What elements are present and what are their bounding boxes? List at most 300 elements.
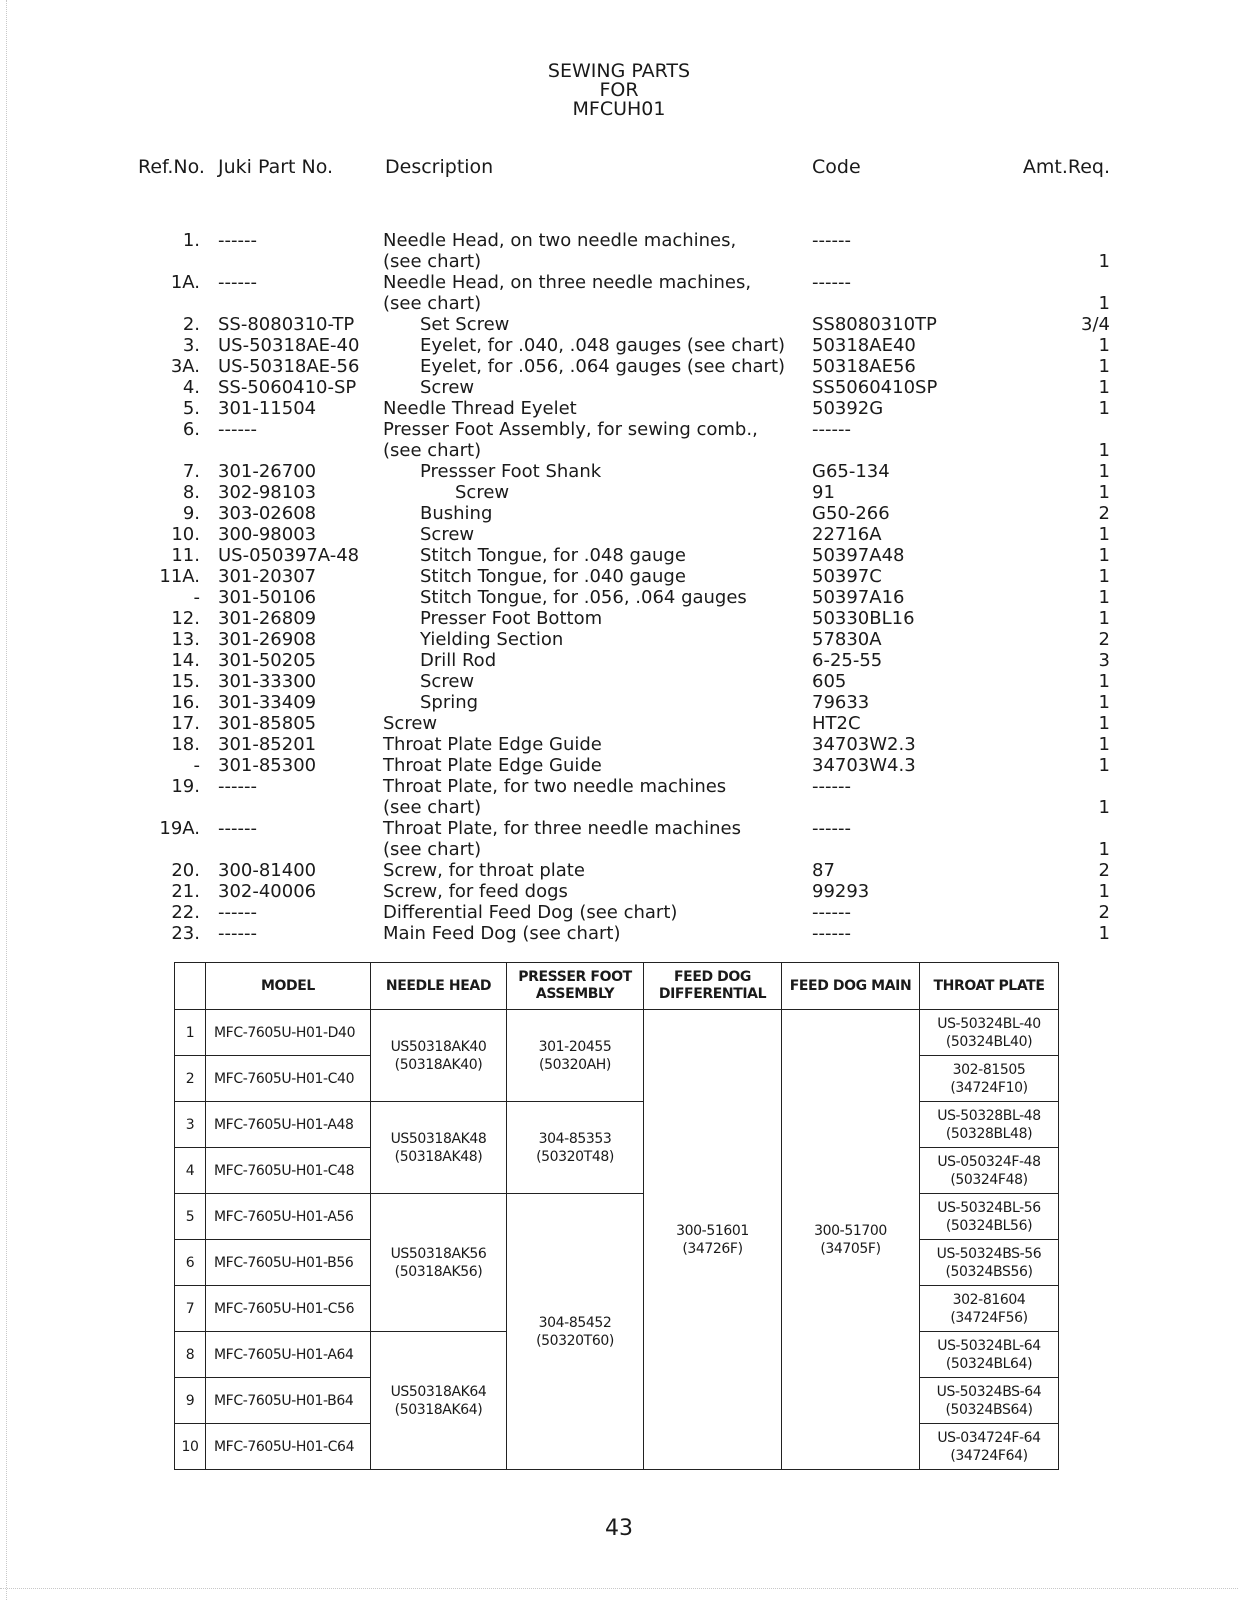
chart-row <box>175 1102 1059 1148</box>
part-description-line: Screw, for feed dogs <box>383 881 568 902</box>
part-amount-required: 1 <box>1098 734 1110 755</box>
part-row <box>0 650 1238 671</box>
throat-plate-line: US-50324BS-56 <box>936 1245 1042 1262</box>
part-description-line: Yielding Section <box>420 629 564 650</box>
part-ref-no: 16. <box>171 692 200 713</box>
part-number: ------ <box>218 776 257 797</box>
part-description <box>383 734 602 755</box>
part-description-line: Throat Plate, for two needle machines <box>383 776 727 797</box>
needle-head-line: US50318AK48 <box>390 1130 487 1147</box>
part-description <box>383 776 726 818</box>
part-number: 301-26809 <box>218 608 317 629</box>
chart-header-cell: NEEDLE HEAD <box>371 963 507 1010</box>
chart-row-number: 3 <box>175 1102 206 1148</box>
part-amount-required: 1 <box>1098 335 1110 356</box>
part-description <box>420 650 496 671</box>
chart-presser-foot-cell <box>507 1010 644 1102</box>
chart-header-cell: THROAT PLATE <box>920 963 1059 1010</box>
needle-head-line: (50318AK48) <box>394 1148 483 1165</box>
part-ref-no: - <box>193 587 200 608</box>
part-row <box>0 461 1238 482</box>
header-ref-no: Ref.No. <box>138 156 205 178</box>
part-number: 301-85201 <box>218 734 317 755</box>
part-row <box>0 566 1238 587</box>
part-row <box>0 818 1238 860</box>
part-ref-no: 22. <box>171 902 200 923</box>
part-description-line: Differential Feed Dog (see chart) <box>383 902 678 923</box>
parts-list <box>0 230 1238 944</box>
part-code: 57830A <box>812 629 882 650</box>
part-amount-required: 1 <box>1098 566 1110 587</box>
part-code: 87 <box>812 860 835 881</box>
chart-model-cell: MFC-7605U-H01-C48 <box>206 1148 371 1194</box>
part-row <box>0 692 1238 713</box>
part-description-line: Eyelet, for .056, .064 gauges (see chart) <box>420 356 786 377</box>
chart-needle-head-cell <box>371 1010 507 1102</box>
part-ref-no: 1A. <box>170 272 200 293</box>
part-ref-no: 18. <box>171 734 200 755</box>
part-code: ------ <box>812 230 851 251</box>
part-code: 605 <box>812 671 847 692</box>
chart-row-number: 4 <box>175 1148 206 1194</box>
part-number: ------ <box>218 230 257 251</box>
part-description <box>420 566 686 587</box>
chart-header-cell: PRESSER FOOT ASSEMBLY <box>507 963 644 1010</box>
throat-plate-line: (50324BS56) <box>945 1263 1033 1280</box>
chart-feed-dog-differential-cell <box>644 1010 782 1470</box>
part-ref-no: 6. <box>182 419 200 440</box>
part-number: 301-33409 <box>218 692 317 713</box>
part-row <box>0 545 1238 566</box>
throat-plate-line: US-50324BL-56 <box>937 1199 1041 1216</box>
part-row <box>0 860 1238 881</box>
part-number: 301-50205 <box>218 650 317 671</box>
throat-plate-line: (34724F10) <box>950 1079 1028 1096</box>
part-description-line: Bushing <box>420 503 493 524</box>
throat-plate-line: US-50324BS-64 <box>936 1383 1042 1400</box>
part-row <box>0 419 1238 461</box>
throat-plate-line: (50324BL56) <box>945 1217 1033 1234</box>
chart-model-cell: MFC-7605U-H01-A64 <box>206 1332 371 1378</box>
part-amount-required: 1 <box>1098 671 1110 692</box>
part-amount-required: 3 <box>1098 650 1110 671</box>
needle-head-line: US50318AK64 <box>390 1383 487 1400</box>
chart-row-number: 6 <box>175 1240 206 1286</box>
part-code: 50397A48 <box>812 545 905 566</box>
part-number: ------ <box>218 902 257 923</box>
part-number: 302-98103 <box>218 482 317 503</box>
throat-plate-line: (50328BL48) <box>945 1125 1033 1142</box>
header-code: Code <box>812 156 861 178</box>
needle-head-line: US50318AK40 <box>390 1038 487 1055</box>
part-description-line: Throat Plate Edge Guide <box>383 755 602 776</box>
part-ref-no: 11A. <box>159 566 200 587</box>
part-ref-no: 4. <box>182 377 200 398</box>
part-description-line: Stitch Tongue, for .048 gauge <box>420 545 686 566</box>
part-description-line: Eyelet, for .040, .048 gauges (see chart) <box>420 335 786 356</box>
chart-row-number: 7 <box>175 1286 206 1332</box>
part-ref-no: - <box>193 755 200 776</box>
part-code: ------ <box>812 776 851 797</box>
part-number: ------ <box>218 818 257 839</box>
chart-row-number: 10 <box>175 1424 206 1470</box>
scan-edge-bottom <box>0 1588 1238 1589</box>
chart-row <box>175 1010 1059 1056</box>
chart-model-cell: MFC-7605U-H01-C56 <box>206 1286 371 1332</box>
part-description-line: Screw <box>420 524 475 545</box>
throat-plate-line: US-50324BL-64 <box>937 1337 1041 1354</box>
part-ref-no: 19A. <box>159 818 200 839</box>
part-row <box>0 314 1238 335</box>
header-amt-req: Amt.Req. <box>1022 156 1110 178</box>
part-number: 301-20307 <box>218 566 317 587</box>
chart-model-cell: MFC-7605U-H01-B56 <box>206 1240 371 1286</box>
throat-plate-line: (50324BL64) <box>945 1355 1033 1372</box>
part-code: SS8080310TP <box>812 314 937 335</box>
part-number: US-50318AE-40 <box>218 335 360 356</box>
part-amount-required: 2 <box>1098 860 1110 881</box>
part-ref-no: 11. <box>171 545 200 566</box>
part-code: 34703W4.3 <box>812 755 916 776</box>
part-number: 302-40006 <box>218 881 317 902</box>
part-row <box>0 230 1238 272</box>
feed-dog-differential-line: 300-51601 <box>676 1222 749 1239</box>
chart-throat-plate-cell <box>920 1240 1059 1286</box>
part-description-line: Pressser Foot Shank <box>420 461 602 482</box>
part-row <box>0 923 1238 944</box>
part-description-line: Presser Foot Assembly, for sewing comb., <box>383 419 758 440</box>
part-description <box>420 461 601 482</box>
part-code: ------ <box>812 923 851 944</box>
chart-throat-plate-cell <box>920 1194 1059 1240</box>
presser-foot-line: 304-85452 <box>538 1314 612 1331</box>
part-number: ------ <box>218 923 257 944</box>
part-ref-no: 15. <box>171 671 200 692</box>
part-ref-no: 21. <box>171 881 200 902</box>
part-description-line: Throat Plate Edge Guide <box>383 734 602 755</box>
chart-throat-plate-cell <box>920 1056 1059 1102</box>
part-ref-no: 12. <box>171 608 200 629</box>
presser-foot-line: (50320T60) <box>536 1332 614 1349</box>
part-amount-required: 1 <box>1098 356 1110 377</box>
part-ref-no: 19. <box>171 776 200 797</box>
part-description <box>383 881 568 902</box>
throat-plate-line: (50324BL40) <box>945 1033 1033 1050</box>
part-amount-required: 1 <box>1098 251 1110 272</box>
model-chart <box>174 962 1059 1470</box>
part-ref-no: 7. <box>182 461 200 482</box>
part-code: 91 <box>812 482 835 503</box>
part-description-line: Screw <box>455 482 510 503</box>
chart-row-number: 5 <box>175 1194 206 1240</box>
part-description <box>420 629 563 650</box>
part-description-line: (see chart) <box>383 839 482 860</box>
chart-presser-foot-cell <box>507 1194 644 1470</box>
part-code: ------ <box>812 419 851 440</box>
chart-header-row <box>175 963 1059 1010</box>
throat-plate-line: (50324F48) <box>950 1171 1028 1188</box>
part-description-line: Set Screw <box>420 314 510 335</box>
part-row <box>0 335 1238 356</box>
chart-model-cell: MFC-7605U-H01-A56 <box>206 1194 371 1240</box>
part-description <box>383 818 741 860</box>
chart-header-cell: FEED DOG MAIN <box>782 963 920 1010</box>
chart-throat-plate-cell <box>920 1378 1059 1424</box>
chart-row-number: 1 <box>175 1010 206 1056</box>
chart-row-number: 8 <box>175 1332 206 1378</box>
part-row <box>0 713 1238 734</box>
part-description <box>383 755 602 776</box>
part-row <box>0 587 1238 608</box>
part-code: HT2C <box>812 713 861 734</box>
part-amount-required: 1 <box>1098 398 1110 419</box>
part-description <box>420 524 474 545</box>
part-row <box>0 671 1238 692</box>
part-row <box>0 272 1238 314</box>
part-code: G50-266 <box>812 503 890 524</box>
part-description-line: Stitch Tongue, for .040 gauge <box>420 566 686 587</box>
page-title <box>0 62 1238 119</box>
part-row <box>0 902 1238 923</box>
part-description-line: Needle Thread Eyelet <box>383 398 577 419</box>
part-row <box>0 398 1238 419</box>
part-amount-required: 1 <box>1098 755 1110 776</box>
chart-model-cell: MFC-7605U-H01-B64 <box>206 1378 371 1424</box>
throat-plate-line: (34724F56) <box>950 1309 1028 1326</box>
part-description <box>420 587 747 608</box>
part-code: 22716A <box>812 524 882 545</box>
part-number: 301-85805 <box>218 713 317 734</box>
part-ref-no: 9. <box>182 503 200 524</box>
part-description-line: Stitch Tongue, for .056, .064 gauges <box>420 587 747 608</box>
chart-row <box>175 1194 1059 1240</box>
part-row <box>0 776 1238 818</box>
part-description-line: (see chart) <box>383 797 482 818</box>
part-code: 50392G <box>812 398 884 419</box>
part-code: 50318AE56 <box>812 356 916 377</box>
title-line: FOR <box>599 79 639 101</box>
part-amount-required: 1 <box>1098 797 1110 818</box>
chart-header-cell: FEED DOG DIFFERENTIAL <box>644 963 782 1010</box>
part-row <box>0 608 1238 629</box>
part-ref-no: 3A. <box>170 356 200 377</box>
part-code: ------ <box>812 818 851 839</box>
part-row <box>0 734 1238 755</box>
part-number: 300-98003 <box>218 524 317 545</box>
chart-model-cell: MFC-7605U-H01-D40 <box>206 1010 371 1056</box>
part-amount-required: 1 <box>1098 839 1110 860</box>
part-row <box>0 377 1238 398</box>
throat-plate-line: 302-81604 <box>952 1291 1026 1308</box>
part-code: SS5060410SP <box>812 377 938 398</box>
part-number: ------ <box>218 419 257 440</box>
title-line: MFCUH01 <box>572 98 666 120</box>
part-number: 303-02608 <box>218 503 317 524</box>
throat-plate-line: US-50328BL-48 <box>937 1107 1041 1124</box>
part-ref-no: 3. <box>182 335 200 356</box>
part-code: 50397A16 <box>812 587 905 608</box>
chart-row-number: 9 <box>175 1378 206 1424</box>
title-line: SEWING PARTS <box>547 60 691 82</box>
part-ref-no: 23. <box>171 923 200 944</box>
chart-row-number: 2 <box>175 1056 206 1102</box>
part-amount-required: 1 <box>1098 923 1110 944</box>
throat-plate-line: US-034724F-64 <box>937 1429 1041 1446</box>
part-description <box>383 713 437 734</box>
part-number: SS-5060410-SP <box>218 377 357 398</box>
chart-model-cell: MFC-7605U-H01-C64 <box>206 1424 371 1470</box>
part-row <box>0 503 1238 524</box>
throat-plate-line: 302-81505 <box>952 1061 1026 1078</box>
chart-throat-plate-cell <box>920 1102 1059 1148</box>
part-description-line: Screw <box>420 671 475 692</box>
needle-head-line: (50318AK56) <box>394 1263 483 1280</box>
throat-plate-line: US-050324F-48 <box>937 1153 1041 1170</box>
header-juki-part-no: Juki Part No. <box>218 156 334 178</box>
header-description: Description <box>385 156 494 178</box>
part-description <box>383 398 577 419</box>
chart-model-cell: MFC-7605U-H01-A48 <box>206 1102 371 1148</box>
part-row <box>0 482 1238 503</box>
part-ref-no: 1. <box>182 230 200 251</box>
part-description-line: (see chart) <box>383 293 482 314</box>
part-row <box>0 356 1238 377</box>
part-description <box>420 692 478 713</box>
chart-throat-plate-cell <box>920 1010 1059 1056</box>
part-ref-no: 14. <box>171 650 200 671</box>
chart-throat-plate-cell <box>920 1424 1059 1470</box>
part-code: 50330BL16 <box>812 608 915 629</box>
part-amount-required: 2 <box>1098 902 1110 923</box>
chart-throat-plate-cell <box>920 1148 1059 1194</box>
part-amount-required: 1 <box>1098 587 1110 608</box>
part-description <box>455 482 509 503</box>
part-amount-required: 1 <box>1098 524 1110 545</box>
part-code: G65-134 <box>812 461 890 482</box>
part-amount-required: 2 <box>1098 503 1110 524</box>
chart-throat-plate-cell <box>920 1332 1059 1378</box>
part-description-line: (see chart) <box>383 440 482 461</box>
chart-needle-head-cell <box>371 1194 507 1332</box>
part-description-line: Needle Head, on two needle machines, <box>383 230 737 251</box>
part-description <box>383 902 677 923</box>
part-number: SS-8080310-TP <box>218 314 355 335</box>
part-number: 301-26908 <box>218 629 317 650</box>
part-description <box>420 545 686 566</box>
part-description <box>420 314 509 335</box>
part-description-line: Drill Rod <box>420 650 497 671</box>
part-description <box>383 419 758 461</box>
part-description-line: Screw <box>420 377 475 398</box>
part-description <box>420 356 785 377</box>
part-description <box>420 377 474 398</box>
part-number: 301-85300 <box>218 755 317 776</box>
part-description <box>420 608 602 629</box>
part-number: 300-81400 <box>218 860 317 881</box>
part-number: 301-26700 <box>218 461 317 482</box>
part-code: 79633 <box>812 692 870 713</box>
chart-presser-foot-cell <box>507 1102 644 1194</box>
part-amount-required: 1 <box>1098 293 1110 314</box>
part-amount-required: 1 <box>1098 881 1110 902</box>
part-row <box>0 524 1238 545</box>
part-amount-required: 1 <box>1098 692 1110 713</box>
presser-foot-line: (50320AH) <box>539 1056 611 1073</box>
part-code: ------ <box>812 902 851 923</box>
part-description <box>420 335 785 356</box>
part-amount-required: 1 <box>1098 482 1110 503</box>
part-ref-no: 20. <box>171 860 200 881</box>
part-description <box>383 230 736 272</box>
throat-plate-line: (50324BS64) <box>945 1401 1033 1418</box>
part-description-line: Presser Foot Bottom <box>420 608 603 629</box>
chart-throat-plate-cell <box>920 1286 1059 1332</box>
part-number: 301-33300 <box>218 671 317 692</box>
part-amount-required: 2 <box>1098 629 1110 650</box>
part-description-line: Throat Plate, for three needle machines <box>383 818 742 839</box>
part-description-line: Screw, for throat plate <box>383 860 585 881</box>
part-amount-required: 1 <box>1098 461 1110 482</box>
feed-dog-differential-line: (34726F) <box>682 1240 743 1257</box>
part-code: 34703W2.3 <box>812 734 916 755</box>
throat-plate-line: (34724F64) <box>950 1447 1028 1464</box>
chart-needle-head-cell <box>371 1332 507 1470</box>
part-ref-no: 8. <box>182 482 200 503</box>
part-ref-no: 10. <box>171 524 200 545</box>
part-amount-required: 1 <box>1098 608 1110 629</box>
part-amount-required: 1 <box>1098 545 1110 566</box>
needle-head-line: (50318AK64) <box>394 1401 483 1418</box>
part-row <box>0 881 1238 902</box>
part-row <box>0 629 1238 650</box>
part-description-line: Spring <box>420 692 479 713</box>
part-description <box>383 272 751 314</box>
part-code: 99293 <box>812 881 870 902</box>
part-number: 301-50106 <box>218 587 317 608</box>
part-number: US-50318AE-56 <box>218 356 360 377</box>
part-amount-required: 3/4 <box>1081 314 1110 335</box>
part-code: 6-25-55 <box>812 650 883 671</box>
part-ref-no: 13. <box>171 629 200 650</box>
part-amount-required: 1 <box>1098 377 1110 398</box>
needle-head-line: US50318AK56 <box>390 1245 487 1262</box>
part-ref-no: 2. <box>182 314 200 335</box>
needle-head-line: (50318AK40) <box>394 1056 483 1073</box>
part-row <box>0 755 1238 776</box>
part-number: ------ <box>218 272 257 293</box>
part-description <box>420 671 474 692</box>
part-description <box>383 860 585 881</box>
part-ref-no: 17. <box>171 713 200 734</box>
feed-dog-main-line: 300-51700 <box>814 1222 887 1239</box>
page-number: 43 <box>605 1516 633 1541</box>
part-amount-required: 1 <box>1098 713 1110 734</box>
part-number: US-050397A-48 <box>218 545 360 566</box>
part-description-line: (see chart) <box>383 251 482 272</box>
feed-dog-main-line: (34705F) <box>820 1240 881 1257</box>
part-description-line: Screw <box>383 713 438 734</box>
presser-foot-line: 301-20455 <box>538 1038 612 1055</box>
chart-needle-head-cell <box>371 1102 507 1194</box>
part-number: 301-11504 <box>218 398 317 419</box>
part-description-line: Needle Head, on three needle machines, <box>383 272 752 293</box>
chart-header-blank <box>175 963 206 1010</box>
part-description-line: Main Feed Dog (see chart) <box>383 923 621 944</box>
part-description <box>383 923 620 944</box>
part-amount-required: 1 <box>1098 440 1110 461</box>
part-code: 50397C <box>812 566 882 587</box>
part-code: 50318AE40 <box>812 335 916 356</box>
